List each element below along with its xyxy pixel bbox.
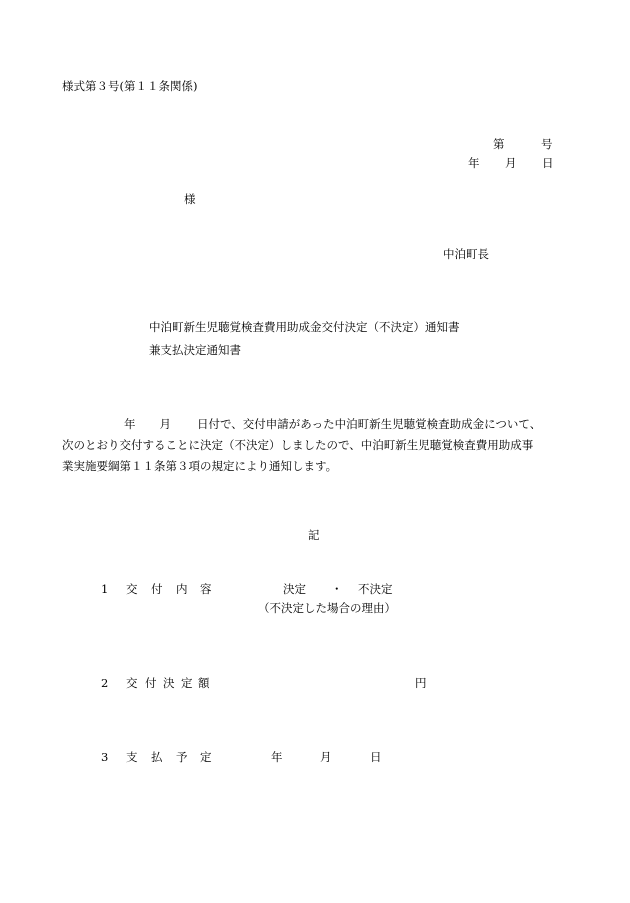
item-1-separator: ・ [331, 582, 343, 596]
item-1-decision: 決定 [283, 582, 306, 596]
ki-heading: 記 [308, 528, 320, 542]
addressee-suffix: 様 [184, 192, 196, 206]
body-line-3: 業実施要綱第１１条第３項の規定により通知します。 [62, 459, 338, 473]
item-2-label-char-1: 交 [126, 676, 138, 690]
body-line-2: 次のとおり交付することに決定（不決定）しましたので、中泊町新生児聴覚検査費用助成事 [62, 438, 534, 452]
document-title: 中泊町新生児聴覚検査費用助成金交付決定（不決定）通知書 [149, 320, 460, 334]
item-1-label-char-2: 付 [151, 582, 163, 596]
date-month: 月 [505, 156, 517, 170]
form-label: 様式第３号(第１１条関係) [62, 79, 198, 93]
doc-number-go: 号 [541, 137, 553, 151]
item-2-yen-unit: 円 [415, 676, 427, 690]
doc-number-dai: 第 [493, 137, 505, 151]
item-1-number: 1 [101, 582, 109, 596]
item-1-non-decision: 不決定 [358, 582, 393, 596]
item-3-label-char-1: 支 [126, 750, 138, 764]
item-3-label-char-3: 予 [176, 750, 188, 764]
item-1-label-char-3: 内 [176, 582, 188, 596]
document-subtitle: 兼支払決定通知書 [149, 343, 241, 357]
item-3-year: 年 [271, 750, 283, 764]
body-month: 月 [159, 417, 171, 431]
item-2-label-char-5: 額 [198, 676, 210, 690]
item-2-number: 2 [101, 676, 109, 690]
body-year: 年 [124, 417, 136, 431]
body-paragraph [62, 414, 570, 477]
body-line-1-rest: 日付で、交付申請があった中泊町新生児聴覚検査助成金について、 [197, 417, 542, 431]
date-day: 日 [542, 156, 554, 170]
item-1-reason: （不決定した場合の理由） [258, 601, 396, 615]
item-3-month: 月 [320, 750, 332, 764]
item-2-label-char-3: 決 [163, 676, 175, 690]
item-3-day: 日 [370, 750, 382, 764]
item-3-label-char-2: 払 [151, 750, 163, 764]
date-year: 年 [468, 156, 480, 170]
issuer: 中泊町長 [443, 247, 489, 261]
item-1-label-char-4: 容 [200, 582, 212, 596]
item-3-number: 3 [101, 750, 109, 764]
item-2-label-char-4: 定 [181, 676, 193, 690]
body-line-1 [62, 414, 570, 435]
item-1-label-char-1: 交 [126, 582, 138, 596]
item-3-label-char-4: 定 [200, 750, 212, 764]
item-2-label-char-2: 付 [145, 676, 157, 690]
